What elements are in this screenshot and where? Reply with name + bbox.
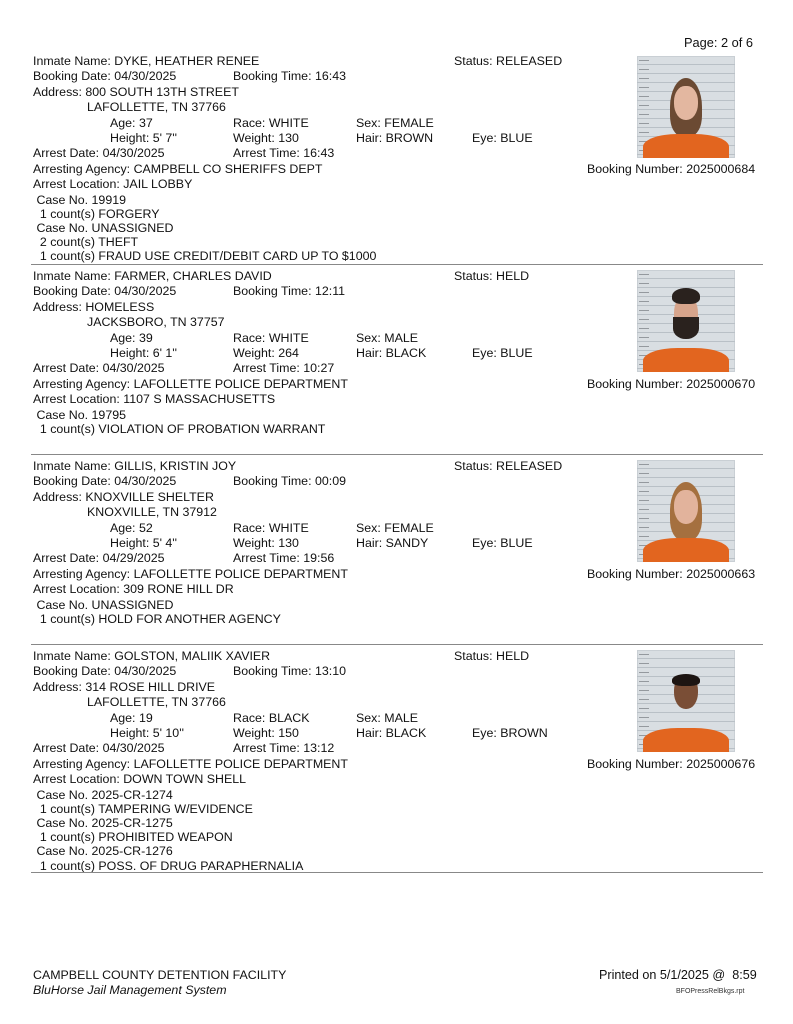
booking-date-label: Booking Date: <box>33 474 111 489</box>
address-line1 <box>33 300 154 314</box>
sex-value: MALE <box>384 710 418 725</box>
hair <box>356 536 428 550</box>
address-line1-label: Address: <box>33 84 82 99</box>
age-label: Age: <box>110 330 136 345</box>
hair <box>356 131 433 145</box>
race-label: Race: <box>233 330 266 345</box>
arrest-location-value: DOWN TOWN SHELL <box>123 772 247 787</box>
arresting-agency-value: LAFOLLETTE POLICE DEPARTMENT <box>133 756 348 771</box>
mugshot-photo <box>637 270 735 372</box>
age <box>110 331 153 345</box>
race-value: BLACK <box>268 710 310 725</box>
eye-label: Eye: <box>472 726 497 740</box>
arrest-location <box>33 177 192 191</box>
system-name: BluHorse Jail Management System <box>33 983 227 997</box>
booking-number-label: Booking Number: <box>587 566 683 581</box>
booking-number <box>587 757 755 771</box>
record-divider <box>31 872 763 873</box>
charge-line: 2 count(s) THEFT <box>33 235 139 250</box>
facility-name: CAMPBELL COUNTY DETENTION FACILITY <box>33 968 287 982</box>
address-line2-value: KNOXVILLE, TN 37912 <box>87 505 217 520</box>
address-line1-value: KNOXVILLE SHELTER <box>85 489 214 504</box>
arrest-time-label: Arrest Time: <box>233 741 300 756</box>
arrest-date-value: 04/30/2025 <box>102 741 165 756</box>
status <box>454 269 529 283</box>
height <box>110 131 177 145</box>
inmate-name-value: GILLIS, KRISTIN JOY <box>114 459 237 473</box>
race <box>233 331 309 345</box>
age-value: 52 <box>138 520 153 535</box>
arresting-agency-label: Arresting Agency: <box>33 756 131 771</box>
charge-line: 1 count(s) VIOLATION OF PROBATION WARRANT <box>33 421 326 436</box>
inmate-name-value: GOLSTON, MALIIK XAVIER <box>114 649 271 663</box>
weight-value: 264 <box>278 346 299 360</box>
booking-date-value: 04/30/2025 <box>114 69 177 84</box>
eye-value: BLUE <box>500 346 533 360</box>
booking-number <box>587 162 755 176</box>
inmate-name-value: FARMER, CHARLES DAVID <box>114 269 272 283</box>
arresting-agency-value: CAMPBELL CO SHERIFFS DEPT <box>133 161 323 176</box>
inmate-name <box>33 459 236 473</box>
sex <box>356 711 418 725</box>
booking-number-label: Booking Number: <box>587 756 683 771</box>
mugshot-photo <box>637 56 735 158</box>
booking-date-label: Booking Date: <box>33 69 111 84</box>
arrest-time <box>233 146 334 160</box>
sex-label: Sex: <box>356 520 381 535</box>
eye-value: BROWN <box>500 726 548 740</box>
arrest-location-label: Arrest Location: <box>33 582 120 597</box>
sex <box>356 521 434 535</box>
arrest-date-label: Arrest Date: <box>33 551 100 566</box>
eye <box>472 726 548 740</box>
eye-value: BLUE <box>500 536 533 550</box>
inmate-name <box>33 54 259 68</box>
arrest-location <box>33 392 275 406</box>
booking-time <box>233 284 345 298</box>
record-divider <box>31 454 763 455</box>
sex-label: Sex: <box>356 330 381 345</box>
race-value: WHITE <box>268 330 309 345</box>
sex <box>356 331 418 345</box>
booking-time-label: Booking Time: <box>233 664 312 679</box>
hair <box>356 346 426 360</box>
address-line2 <box>87 695 226 709</box>
weight-value: 130 <box>278 536 299 550</box>
age <box>110 521 153 535</box>
booking-date <box>33 474 176 488</box>
booking-number <box>587 567 755 581</box>
status <box>454 459 562 473</box>
booking-time-label: Booking Time: <box>233 284 312 299</box>
booking-number <box>587 377 755 391</box>
address-line2-value: LAFOLLETTE, TN 37766 <box>87 100 226 115</box>
charge-line: 1 count(s) FORGERY <box>33 206 160 221</box>
inmate-name-label: Inmate Name: <box>33 269 111 283</box>
booking-time <box>233 474 346 488</box>
address-line1 <box>33 680 215 694</box>
booking-date-value: 04/30/2025 <box>114 284 177 299</box>
sex-value: MALE <box>384 330 418 345</box>
inmate-name-label: Inmate Name: <box>33 459 111 473</box>
booking-number-label: Booking Number: <box>587 161 683 176</box>
case-number: Case No. 2025-CR-1276 <box>33 844 173 859</box>
sex-label: Sex: <box>356 115 381 130</box>
arrest-time-label: Arrest Time: <box>233 146 300 161</box>
booking-time-value: 13:10 <box>314 664 346 679</box>
arresting-agency <box>33 377 348 391</box>
age-label: Age: <box>110 520 136 535</box>
case-number: Case No. 2025-CR-1275 <box>33 816 173 830</box>
status-label: Status: <box>454 649 493 663</box>
address-line1-label: Address: <box>33 299 82 314</box>
eye <box>472 536 533 550</box>
arrest-time-label: Arrest Time: <box>233 551 300 566</box>
arrest-date-value: 04/30/2025 <box>102 146 165 161</box>
status-label: Status: <box>454 54 493 68</box>
sex <box>356 116 434 130</box>
printed-timestamp: Printed on 5/1/2025 @ 8:59 <box>599 968 757 982</box>
height-value: 6' 1'' <box>152 346 178 360</box>
arrest-location-value: 1107 S MASSACHUSETTS <box>123 392 276 407</box>
height <box>110 346 177 360</box>
eye-label: Eye: <box>472 346 497 360</box>
age <box>110 711 153 725</box>
eye <box>472 346 533 360</box>
eye-value: BLUE <box>500 131 533 145</box>
arrest-location-value: 309 RONE HILL DR <box>123 582 234 597</box>
booking-number-value: 2025000676 <box>686 756 756 771</box>
booking-time-value: 12:11 <box>314 284 346 299</box>
arrest-location <box>33 582 234 596</box>
inmate-name <box>33 269 272 283</box>
weight <box>233 346 299 360</box>
hair-value: SANDY <box>385 536 429 550</box>
arrest-time-value: 16:43 <box>303 146 335 161</box>
race-value: WHITE <box>268 520 309 535</box>
address-line2 <box>87 100 226 114</box>
eye-label: Eye: <box>472 131 497 145</box>
height-value: 5' 7'' <box>152 131 178 145</box>
weight-label: Weight: <box>233 726 275 740</box>
charge-line: 1 count(s) HOLD FOR ANOTHER AGENCY <box>33 611 281 626</box>
arresting-agency-label: Arresting Agency: <box>33 161 131 176</box>
eye <box>472 131 533 145</box>
arrest-date-label: Arrest Date: <box>33 146 100 161</box>
sex-label: Sex: <box>356 710 381 725</box>
record-divider <box>31 264 763 265</box>
status-value: HELD <box>496 649 530 663</box>
case-number: Case No. UNASSIGNED <box>33 597 174 612</box>
arrest-date-value: 04/30/2025 <box>102 361 165 376</box>
hair-value: BLACK <box>385 346 427 360</box>
address-line1 <box>33 85 239 99</box>
status-label: Status: <box>454 459 493 473</box>
race <box>233 116 309 130</box>
case-number: Case No. 19919 <box>33 192 126 207</box>
arrest-date <box>33 146 165 160</box>
height-label: Height: <box>110 346 150 360</box>
arrest-time-value: 19:56 <box>303 551 335 566</box>
booking-time <box>233 69 346 83</box>
arrest-time <box>233 551 334 565</box>
booking-time <box>233 664 346 678</box>
height-value: 5' 4'' <box>152 536 178 550</box>
charge-line: 1 count(s) PROHIBITED WEAPON <box>33 830 233 845</box>
hair-label: Hair: <box>356 726 383 740</box>
arrest-time-label: Arrest Time: <box>233 361 300 376</box>
hair <box>356 726 426 740</box>
arresting-agency <box>33 567 348 581</box>
address-line1-label: Address: <box>33 489 82 504</box>
age-value: 39 <box>138 330 153 345</box>
address-line1 <box>33 490 214 504</box>
booking-date <box>33 284 176 298</box>
arrest-time <box>233 361 334 375</box>
arrest-time <box>233 741 334 755</box>
inmate-name-value: DYKE, HEATHER RENEE <box>114 54 260 68</box>
address-line2-value: LAFOLLETTE, TN 37766 <box>87 695 226 710</box>
weight <box>233 726 299 740</box>
weight-value: 150 <box>278 726 299 740</box>
address-line2-value: JACKSBORO, TN 37757 <box>87 315 225 330</box>
arresting-agency <box>33 757 348 771</box>
age-value: 19 <box>138 710 153 725</box>
arresting-agency-label: Arresting Agency: <box>33 566 131 581</box>
case-number: Case No. 2025-CR-1274 <box>33 787 173 802</box>
charge-line: 1 count(s) FRAUD USE CREDIT/DEBIT CARD UP TO $1000 <box>33 249 377 264</box>
status <box>454 649 529 663</box>
booking-number-value: 2025000684 <box>686 161 756 176</box>
booking-time-label: Booking Time: <box>233 69 312 84</box>
age-value: 37 <box>138 115 153 130</box>
status-value: RELEASED <box>496 459 563 473</box>
address-line2 <box>87 505 217 519</box>
hair-label: Hair: <box>356 536 383 550</box>
booking-date-value: 04/30/2025 <box>114 664 177 679</box>
arrest-date <box>33 361 165 375</box>
inmate-name-label: Inmate Name: <box>33 54 111 68</box>
height-label: Height: <box>110 726 150 740</box>
booking-number-value: 2025000663 <box>686 566 756 581</box>
height <box>110 536 177 550</box>
booking-number-label: Booking Number: <box>587 376 683 391</box>
arrest-date <box>33 551 165 565</box>
booking-date-value: 04/30/2025 <box>114 474 177 489</box>
arrest-location-label: Arrest Location: <box>33 392 120 407</box>
weight <box>233 536 299 550</box>
address-line1-value: HOMELESS <box>85 299 155 314</box>
race <box>233 521 309 535</box>
arrest-date-value: 04/29/2025 <box>102 551 165 566</box>
arrest-time-value: 13:12 <box>303 741 335 756</box>
status-value: RELEASED <box>496 54 563 68</box>
arrest-date-label: Arrest Date: <box>33 741 100 756</box>
hair-label: Hair: <box>356 131 383 145</box>
height-label: Height: <box>110 536 150 550</box>
hair-value: BLACK <box>385 726 427 740</box>
charge-line: 1 count(s) POSS. OF DRUG PARAPHERNALIA <box>33 858 304 873</box>
arrest-location-value: JAIL LOBBY <box>123 177 193 192</box>
weight-value: 130 <box>278 131 299 145</box>
weight-label: Weight: <box>233 536 275 550</box>
booking-date-label: Booking Date: <box>33 664 111 679</box>
status-label: Status: <box>454 269 493 283</box>
status-value: HELD <box>496 269 530 283</box>
booking-date <box>33 664 176 678</box>
height-value: 5' 10'' <box>152 726 184 740</box>
booking-time-label: Booking Time: <box>233 474 312 489</box>
weight-label: Weight: <box>233 346 275 360</box>
age-label: Age: <box>110 115 136 130</box>
page-number: Page: 2 of 6 <box>684 35 754 50</box>
mugshot-photo <box>637 460 735 562</box>
arrest-location <box>33 772 246 786</box>
mugshot-photo <box>637 650 735 752</box>
address-line1-value: 800 SOUTH 13TH STREET <box>85 84 239 99</box>
race-value: WHITE <box>268 115 309 130</box>
case-number: Case No. UNASSIGNED <box>33 221 174 235</box>
arresting-agency-value: LAFOLLETTE POLICE DEPARTMENT <box>133 566 348 581</box>
arrest-location-label: Arrest Location: <box>33 177 120 192</box>
arresting-agency <box>33 162 322 176</box>
case-number: Case No. 19795 <box>33 407 126 422</box>
booking-date <box>33 69 176 83</box>
race <box>233 711 309 725</box>
charge-line: 1 count(s) TAMPERING W/EVIDENCE <box>33 801 253 816</box>
inmate-name <box>33 649 270 663</box>
inmate-name-label: Inmate Name: <box>33 649 111 663</box>
booking-number-value: 2025000670 <box>686 376 756 391</box>
report-file-name: BFOPressRelBkgs.rpt <box>676 988 745 995</box>
age <box>110 116 153 130</box>
arresting-agency-label: Arresting Agency: <box>33 376 131 391</box>
arrest-time-value: 10:27 <box>303 361 335 376</box>
height-label: Height: <box>110 131 150 145</box>
sex-value: FEMALE <box>384 520 434 535</box>
age-label: Age: <box>110 710 136 725</box>
address-line1-label: Address: <box>33 679 82 694</box>
record-divider <box>31 644 763 645</box>
arrest-location-label: Arrest Location: <box>33 772 120 787</box>
arresting-agency-value: LAFOLLETTE POLICE DEPARTMENT <box>133 376 348 391</box>
booking-time-value: 00:09 <box>314 474 346 489</box>
eye-label: Eye: <box>472 536 497 550</box>
height <box>110 726 184 740</box>
address-line1-value: 314 ROSE HILL DRIVE <box>85 679 216 694</box>
sex-value: FEMALE <box>384 115 434 130</box>
race-label: Race: <box>233 115 266 130</box>
address-line2 <box>87 315 225 329</box>
race-label: Race: <box>233 710 266 725</box>
race-label: Race: <box>233 520 266 535</box>
arrest-date-label: Arrest Date: <box>33 361 100 376</box>
status <box>454 54 562 68</box>
weight <box>233 131 299 145</box>
weight-label: Weight: <box>233 131 275 145</box>
arrest-date <box>33 741 165 755</box>
hair-label: Hair: <box>356 346 383 360</box>
hair-value: BROWN <box>385 131 434 145</box>
booking-time-value: 16:43 <box>314 69 346 84</box>
booking-date-label: Booking Date: <box>33 284 111 299</box>
